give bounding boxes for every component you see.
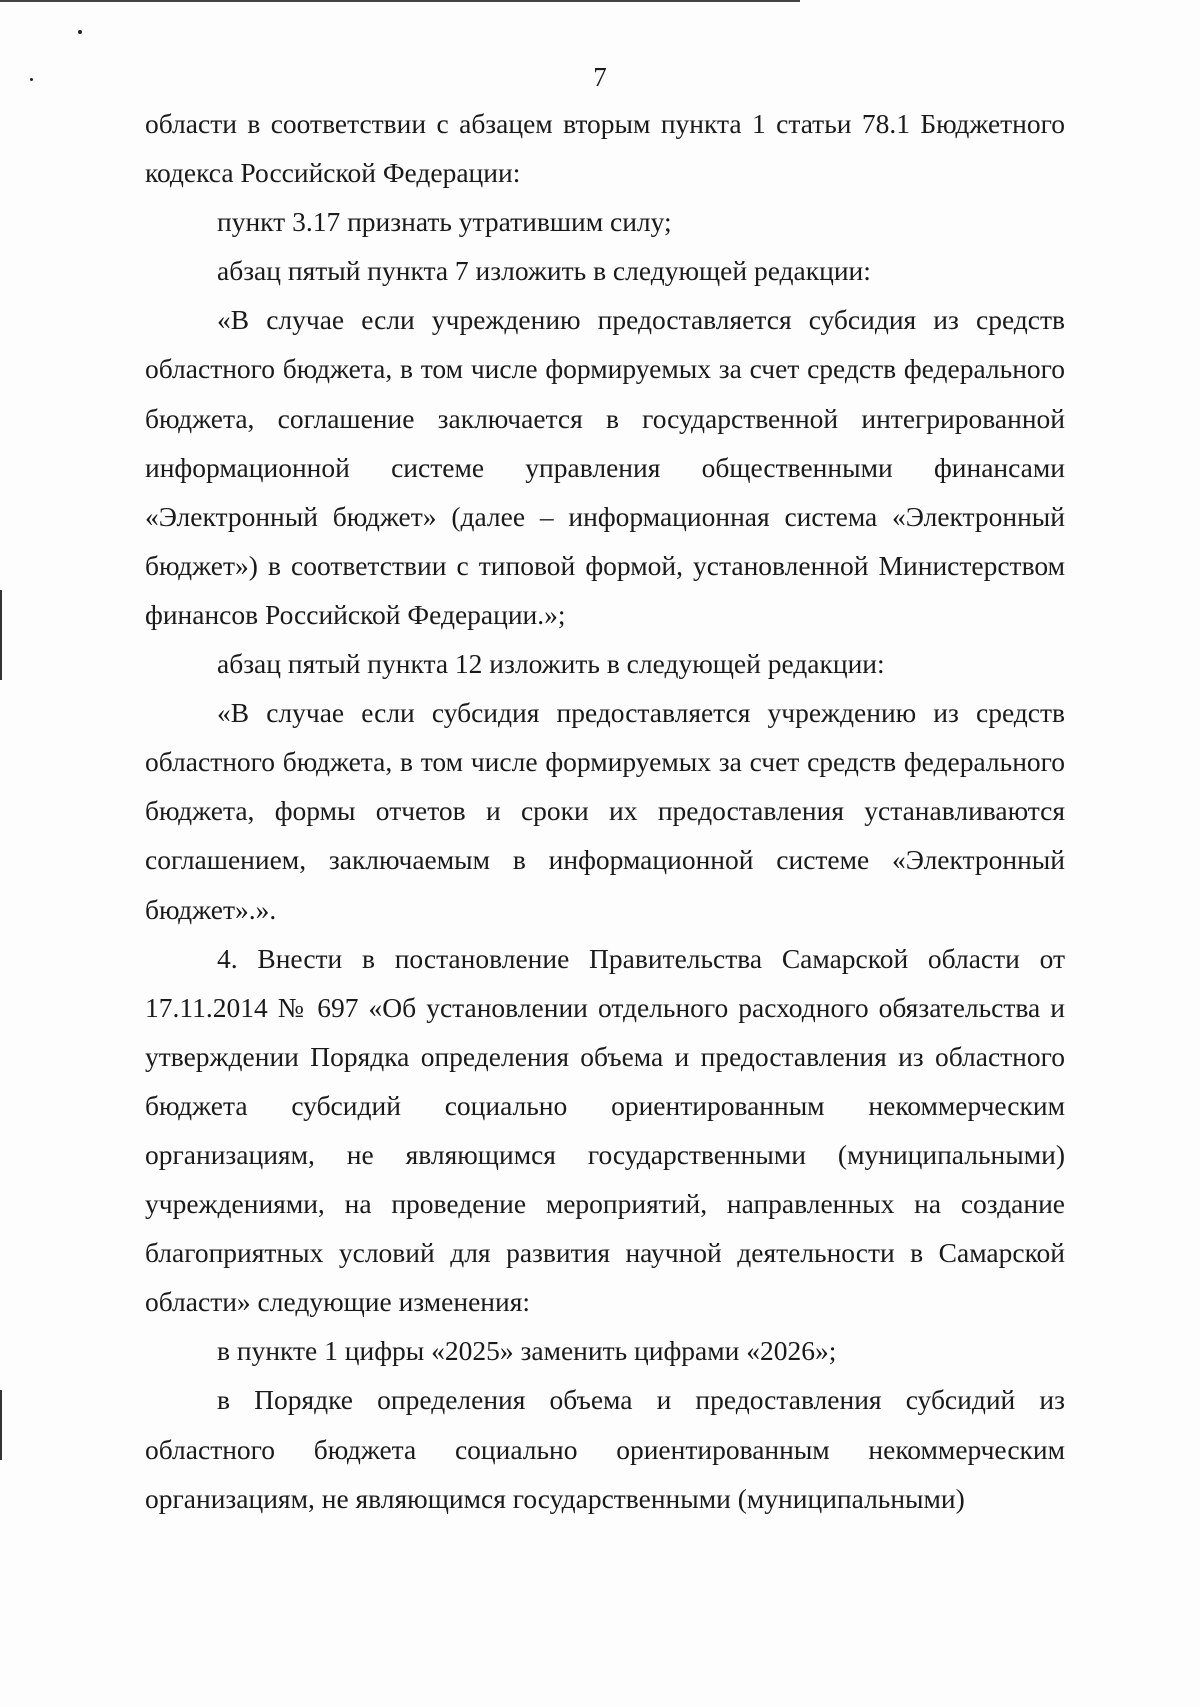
- paragraph: «В случае если субсидия предоставляется учреждению из средств областного бюджета, в том числе формируемых за счет средств федерального бюджета, формы отчетов и сроки их предоставления устанавливаются соглашением, заключаемым в информационной системе «Электронный бюджет».».: [145, 697, 1065, 925]
- scan-edge-line: [0, 0, 800, 2]
- paragraph: области в соответствии с абзацем вторым пункта 1 статьи 78.1 Бюджетного кодекса Российской Федерации:: [145, 108, 1065, 189]
- paragraph: пункт 3.17 признать утратившим силу;: [217, 206, 672, 238]
- page-number: 7: [593, 62, 607, 92]
- paragraph: 4. Внести в постановление Правительства Самарской области от 17.11.2014 № 697 «Об установлении отдельного расходного обязательства и утверждении Порядка определения объема и предоставления из областного бюджета субсидий социально ориентированным некоммерческим организациям, не являющимся государственными (муниципальными) учреждениями, на проведение мероприятий, направленных на создание благоприятных условий для развития научной деятельности в Самарской области» следующие изменения:: [145, 942, 1065, 1318]
- paragraph: «В случае если учреждению предоставляется субсидия из средств областного бюджета, в том числе формируемых за счет средств федерального бюджета, соглашение заключается в государственной интегрированной информационной системе управления общественными финансами «Электронный бюджет» (далее – информационная система «Электронный бюджет») в соответствии с типовой формой, установленной Министерством финансов Российской Федерации.»;: [145, 304, 1065, 630]
- scan-edge-mark: [0, 1390, 2, 1460]
- paragraph: в Порядке определения объема и предоставления субсидий из областного бюджета социально ориентированным некоммерческим организациям, не являющимся государственными (муниципальными): [145, 1384, 1065, 1514]
- document-body: [145, 99, 1065, 1523]
- scan-speck: [78, 30, 82, 34]
- paragraph: абзац пятый пункта 12 изложить в следующей редакции:: [217, 648, 885, 680]
- paragraph: абзац пятый пункта 7 изложить в следующей редакции:: [217, 255, 871, 287]
- scan-edge-mark: [0, 590, 2, 680]
- paragraph: в пункте 1 цифры «2025» заменить цифрами «2026»;: [217, 1335, 837, 1367]
